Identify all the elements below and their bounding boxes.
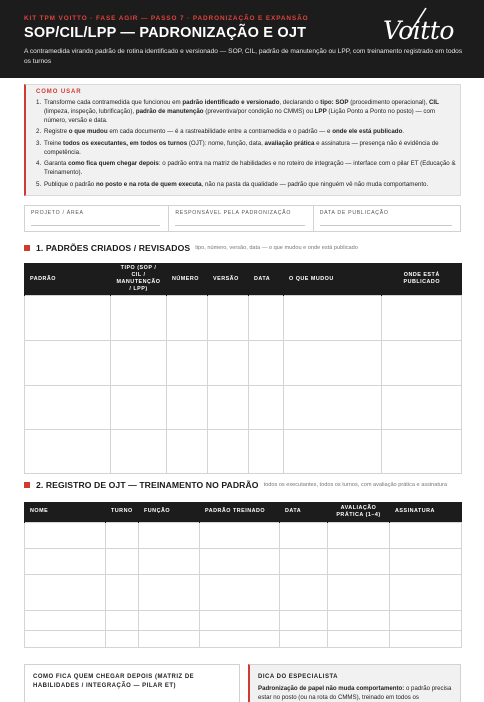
table-cell[interactable] [167,296,208,341]
input-line [31,225,160,226]
table-cell[interactable] [106,630,139,647]
step-emphasis: CIL [428,99,439,106]
table-cell[interactable] [284,386,382,430]
table-cell[interactable] [139,630,200,647]
table-cell[interactable] [390,610,462,630]
table-cell[interactable] [200,522,280,548]
expert-tip-text [258,685,458,702]
column-header: FUNÇÃO [139,502,200,522]
step-emphasis: padrão de manutenção [135,107,204,115]
how-to-use-steps [36,99,456,192]
table-cell[interactable] [382,296,462,341]
column-header: NÚMERO [167,263,208,296]
project-area-field[interactable] [25,206,169,231]
step-text [44,160,456,178]
table-cell[interactable] [200,574,280,610]
section-marker-icon [24,245,30,251]
step-number: 2. [36,128,42,136]
table-cell[interactable] [249,386,284,430]
table-cell[interactable] [208,386,249,430]
table-cell[interactable] [249,296,284,341]
table-cell[interactable] [328,610,390,630]
step-fragment: (procedimento operacional), [348,99,429,106]
table-cell[interactable] [328,630,390,647]
step-emphasis: onde ele está publicado [332,128,403,136]
step-fragment: Publique o padrão [44,180,96,188]
table-cell[interactable] [328,548,390,574]
table-cell[interactable] [328,522,390,548]
step-emphasis: LPP [314,107,327,115]
step-text [44,181,456,190]
header-kicker: KIT TPM VOITTO · FASE AGIR — PASSO 7 · PADRONIZAÇÃO E EXPANSÃO [24,15,309,22]
table-cell[interactable] [200,548,280,574]
column-header: DATA [280,502,328,522]
step-text [44,99,456,126]
column-header: O QUE MUDOU [284,263,382,296]
table-cell[interactable] [25,522,106,548]
table-cell[interactable] [382,386,462,430]
table-cell[interactable] [111,386,167,430]
table-cell[interactable] [25,296,111,341]
table-cell[interactable] [284,296,382,341]
step-emphasis: tipo: SOP [320,99,349,106]
column-header: DATA [249,263,284,296]
table-cell[interactable] [167,386,208,430]
step-emphasis: padrão identificado e versionado [182,99,280,106]
column-header: ASSINATURA [390,502,462,522]
column-header: ONDE ESTÁ PUBLICADO [382,263,462,296]
table-cell[interactable] [328,574,390,610]
column-header: NOME [25,502,106,522]
table-cell[interactable] [139,548,200,574]
voitto-logo: Voitto [383,16,454,45]
responsible-field[interactable] [169,206,313,231]
how-to-step [36,128,456,137]
step-fragment: (OJT): nome, função, data, [187,139,265,147]
page-header [0,0,484,78]
table-cell[interactable] [111,296,167,341]
table-row [25,341,462,386]
expert-tip-box [248,664,461,702]
table-cell[interactable] [208,341,249,386]
table-cell[interactable] [111,341,167,386]
step-fragment: (preventiva/por condição no CMMS) ou [203,107,315,115]
table-cell[interactable] [284,430,382,474]
column-header: TIPO (SOP / CIL / MANUTENÇÃO / LPP) [111,263,167,296]
table-cell[interactable] [167,430,208,474]
publication-date-field[interactable] [314,206,460,231]
section-ojt-desc: todos os executantes, todos os turnos, com avaliação prática e assinatura [263,482,448,488]
step-fragment: Registre [44,128,69,136]
expert-tip-bold: Padronização de papel não muda comportamento: [258,685,405,692]
responsible-label: RESPONSÁVEL PELA PADRONIZAÇÃO [175,210,292,216]
table-cell[interactable] [280,574,328,610]
table-cell[interactable] [390,630,462,647]
expert-tip-title: DICA DO ESPECIALISTA [258,674,339,680]
newcomer-box[interactable] [24,664,240,702]
publication-date-label: DATA DE PUBLICAÇÃO [319,210,389,216]
table-cell[interactable] [390,548,462,574]
step-emphasis: avaliação prática [264,139,315,147]
step-text [44,140,456,158]
table-cell[interactable] [280,548,328,574]
input-line [320,225,452,226]
how-to-use-box [24,84,461,196]
column-header: AVALIAÇÃO PRÁTICA (1–4) [328,502,390,522]
table-cell[interactable] [25,430,111,474]
step-fragment: . [402,128,405,136]
table-row [25,610,462,630]
step-number: 5. [36,180,42,188]
how-to-step [36,181,456,190]
table-cell[interactable] [25,610,106,630]
section-marker-icon [24,482,30,488]
step-emphasis: como fica quem chegar depois [68,160,159,168]
standards-table [24,263,462,474]
table-cell[interactable] [111,430,167,474]
section-standards-desc: tipo, número, versão, data — o que mudou e onde está publicado [195,245,358,251]
step-fragment: (limpeza, inspeção, lubrificação), [44,107,136,115]
step-number: 1. [36,99,42,106]
how-to-use-title: COMO USAR [36,89,82,95]
table-row [25,630,462,647]
column-header: PADRÃO TREINADO [200,502,280,522]
column-header: TURNO [106,502,139,522]
table-cell[interactable] [382,341,462,386]
step-fragment: Treine [44,139,64,147]
table-cell[interactable] [25,386,111,430]
table-row [25,386,462,430]
table-row [25,430,462,474]
table-cell[interactable] [208,296,249,341]
table-cell[interactable] [139,522,200,548]
table-cell[interactable] [208,430,249,474]
step-emphasis: no posto e na rota de quem executa [95,180,202,188]
input-line [175,225,304,226]
section-standards-title: 1. PADRÕES CRIADOS / REVISADOS [36,243,191,253]
table-cell[interactable] [106,574,139,610]
table-cell[interactable] [280,630,328,647]
table-cell[interactable] [200,610,280,630]
step-emphasis: o que mudou [68,128,108,136]
table-cell[interactable] [106,522,139,548]
table-cell[interactable] [25,574,106,610]
expert-tip-body: o padrão precisa estar no posto (ou na rota do CMMS), treinado em todos os [258,685,452,701]
page-subtitle: A contramedida virando padrão de rotina identificado e versionado — SOP, CIL, padrão de manutenção ou LPP, com treinamento registrado em todos os turnos [24,48,463,65]
table-cell[interactable] [280,522,328,548]
page-title: SOP/CIL/LPP — PADRONIZAÇÃO E OJT [24,25,307,41]
table-cell[interactable] [390,574,462,610]
table-cell[interactable] [390,522,462,548]
step-text [44,128,456,137]
table-cell[interactable] [382,430,462,474]
table-cell[interactable] [249,341,284,386]
table-cell[interactable] [139,610,200,630]
step-fragment: , não na pasta da qualidade — padrão que ninguém vê não muda comportamento. [201,180,429,188]
section-standards-heading [24,243,358,253]
table-cell[interactable] [249,430,284,474]
step-fragment: Transforme cada contramedida que funcionou em [44,99,183,106]
table-cell[interactable] [25,341,111,386]
column-header: PADRÃO [25,263,111,296]
column-header: VERSÃO [208,263,249,296]
table-cell[interactable] [25,630,106,647]
table-row [25,574,462,610]
table-cell[interactable] [25,548,106,574]
step-fragment: e assinatura — presença não é evidência de competência. [44,139,439,156]
table-cell[interactable] [284,341,382,386]
step-number: 4. [36,160,42,168]
table-cell[interactable] [167,341,208,386]
step-fragment: , declarando o [279,99,321,106]
table-row [25,296,462,341]
table-row [25,548,462,574]
table-cell[interactable] [139,574,200,610]
step-number: 3. [36,139,42,147]
table-cell[interactable] [106,610,139,630]
table-cell[interactable] [106,548,139,574]
how-to-step [36,140,456,158]
section-ojt-title: 2. REGISTRO DE OJT — TREINAMENTO NO PADRÃO [36,480,259,490]
step-fragment: em cada documento — é a rastreabilidade entre a contramedida e o padrão — e [107,128,333,136]
table-row [25,522,462,548]
how-to-step [36,99,456,126]
section-ojt-heading [24,480,447,490]
project-area-label: PROJETO / ÁREA [31,210,84,216]
step-fragment: Garanta [44,160,69,168]
ojt-table [24,502,462,648]
newcomer-title: COMO FICA QUEM CHEGAR DEPOIS (MATRIZ DE HABILIDADES / INTEGRAÇÃO — PILAR ET) [33,674,195,689]
project-meta-fields [24,205,461,232]
how-to-step [36,160,456,178]
table-cell[interactable] [200,630,280,647]
step-fragment: : o padrão entra na matriz de habilidades e no roteiro de integração — interface com o pilar ET (Educação & Treinamento). [44,160,456,177]
step-fragment: (Lição Ponto a Ponto no posto) — com número, versão e data. [44,107,436,124]
step-emphasis: todos os executantes, em todos os turnos [63,139,188,147]
table-cell[interactable] [280,610,328,630]
